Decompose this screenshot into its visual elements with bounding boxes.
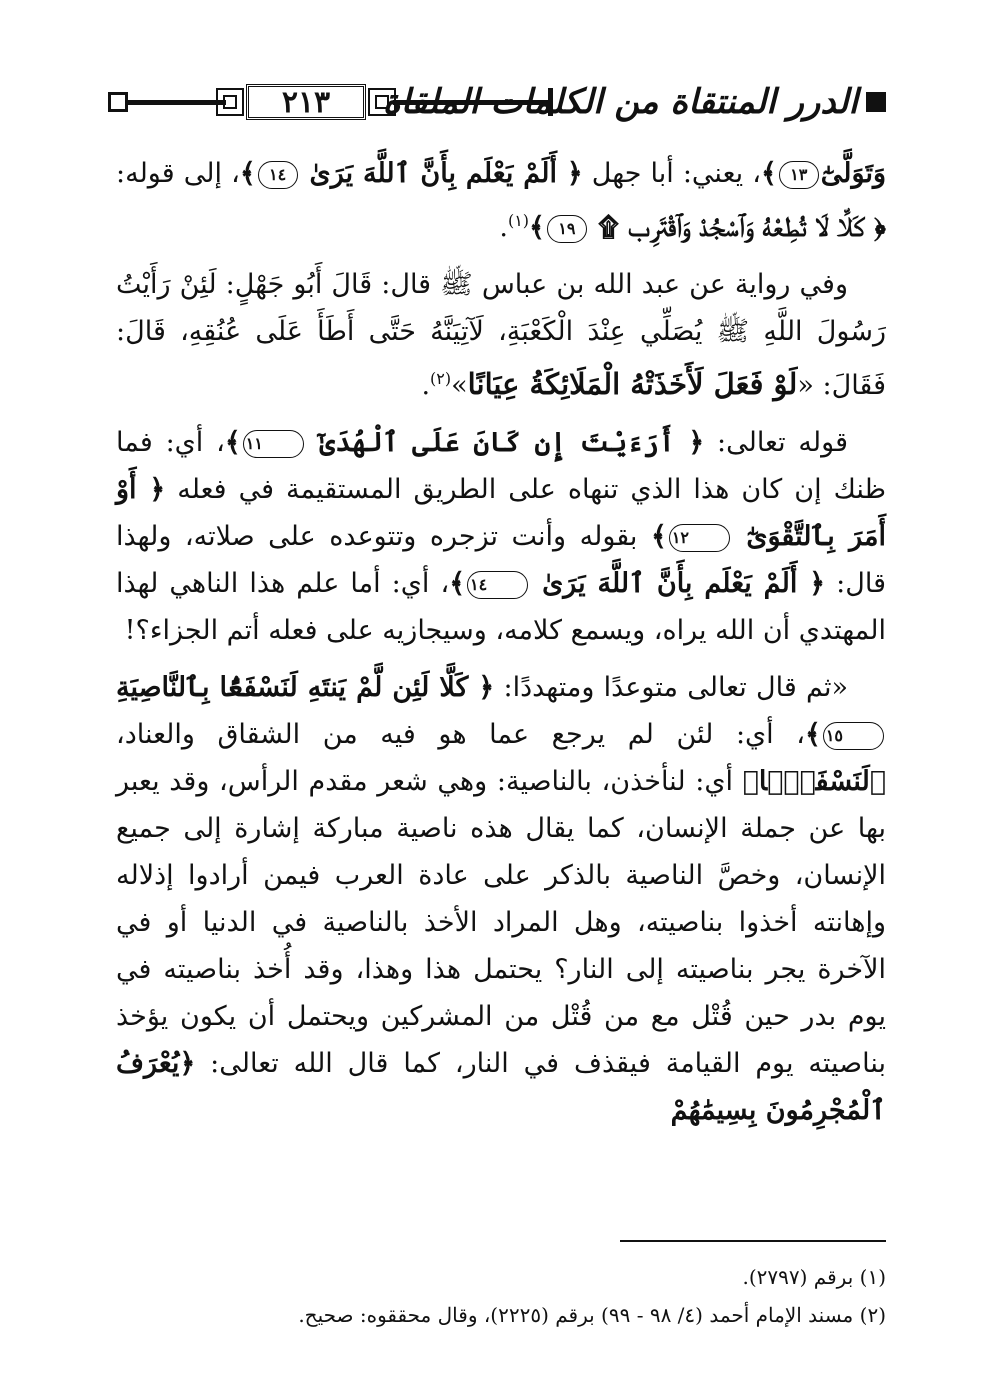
footnote-2-marker: (٢) xyxy=(859,1303,886,1327)
body-text: وفي رواية عن عبد الله بن عباس ﷺ قال: قَالَ أَبُو جَهْلٍ: لَئِنْ رَأَيْتُ رَسُولَ اللَّهِ ﷺ يُصَلِّي عِنْدَ الْكَعْبَةِ، لَآتِيَنَّهُ حَتَّى أَطَأَ عَلَى عُنُقِهِ، قَالَ: فَقَالَ: « xyxy=(116,269,886,401)
quran-text: أَلَمْ يَعْلَم بِأَنَّ ٱللَّهَ يَرَىٰ xyxy=(530,568,810,599)
body-text: بقوله وأنت تزجره وتتوعده على صلاته، ولهذا قال: xyxy=(116,521,886,599)
frame-ornament-left-icon xyxy=(216,88,244,116)
quran-text: كَلَّا لَئِن لَّمْ يَنتَهِ لَنَسْفَعًۢا بِٱلنَّاصِيَةِ xyxy=(116,672,479,703)
footnote-2-text: مسند الإمام أحمد (٤/ ٩٨ - ٩٩) برقم (٢٢٢٥)، وقال محققوه: صحيح. xyxy=(298,1303,860,1327)
book-title: الدرر المنتقاة من الكلمات الملقاة xyxy=(382,82,858,122)
verse-number: ١٥ xyxy=(823,722,884,750)
page-body xyxy=(116,150,886,1144)
hadith-text: لَوْ فَعَلَ لَأَخَذَتْهُ الْمَلَائِكَةُ عِيَانًا xyxy=(467,367,798,401)
quran-bracket: ﴿ xyxy=(179,1048,196,1079)
verse-number: ١٢ xyxy=(669,524,730,552)
quran-text: وَتَوَلَّىٰٓ xyxy=(820,158,886,189)
paragraph-p3 xyxy=(116,419,886,654)
body-text: ، أي: أما علم هذا الناهي لهذا المهتدي أن الله يراه، ويسمع كلامه، وسيجازيه على فعله أتم الجزاء؟! xyxy=(116,568,886,646)
quran-bracket: ﴿ xyxy=(869,766,886,797)
body-text: ، أي: فما ظنك إن كان هذا الذي تنهاه على الطريق المستقيمة في فعله xyxy=(116,427,886,505)
verse-number: ١٣ xyxy=(779,161,819,189)
quran-bracket: ﴾ xyxy=(804,719,821,750)
footnote-ref: (٢) xyxy=(430,369,452,388)
body-text: » xyxy=(451,370,468,401)
quran-text: يُعْرَفُ ٱلْمُجْرِمُونَ بِسِيمَٰهُمْ xyxy=(116,1048,886,1126)
paragraph-p4 xyxy=(116,664,886,1134)
quran-bracket: ﴾ xyxy=(529,212,545,243)
verse-number: ١١ xyxy=(243,430,304,458)
quran-bracket: ﴾ xyxy=(239,158,256,189)
quran-bracket: ﴾ xyxy=(224,427,241,458)
page-number-frame xyxy=(216,80,396,124)
body-text: ، أي: لئن لم يرجع عما هو فيه من الشقاق والعناد، xyxy=(116,719,805,750)
quran-bracket: ﴿ xyxy=(478,672,495,703)
verse-number: ١٩ xyxy=(547,215,587,243)
quran-text: أَرَءَيْتَ إِن كَانَ عَلَى ٱلْهُدَىٰٓ xyxy=(305,427,689,458)
header-square-ornament-left xyxy=(108,92,128,112)
paragraph-p1 xyxy=(116,150,886,251)
verse-number: ١٤ xyxy=(258,161,298,189)
header-square-ornament-right xyxy=(866,92,886,112)
header-rule-left xyxy=(128,100,226,105)
quran-text: لَنَسْفَعًۢا xyxy=(758,766,870,797)
quran-bracket: ﴾ xyxy=(742,766,759,797)
footnote-ref: (١) xyxy=(507,211,530,230)
quran-text: أَوْ أَمَرَ بِٱلتَّقْوَىٰٓ xyxy=(116,474,886,552)
quran-bracket: ﴿ xyxy=(874,212,886,243)
footnote-1-text: برقم (٢٧٩٧). xyxy=(742,1265,860,1289)
quran-bracket: ﴾ xyxy=(760,158,777,189)
quran-bracket: ﴿ xyxy=(809,568,826,599)
quran-bracket: ﴾ xyxy=(650,521,667,552)
body-text: «ثم قال تعالى متوعدًا ومتهددًا: xyxy=(494,672,848,703)
body-text: أي: لنأخذن، بالناصية: وهي شعر مقدم الرأس، وقد يعبر بها عن جملة الإنسان، كما يقال هذه ناصية مباركة إشارة إلى جميع الإنسان، وخصَّ الناصية بالذكر على عادة العرب فيمن أرادوا إذلاله وإهانته أخذوا بناصيته، وهل المراد الأخذ بالناصية في الدنيا أو في الآخرة يجر بناصيته إلى النار؟ يحتمل هذا وهذا، وقد أُخذ بناصيته في يوم بدر حين قُتْل مع من قُتْل من المشركين ويحتمل أن يكون يؤخذ بناصيته يوم القيامة فيقذف في النار، كما قال الله تعالى: xyxy=(116,766,886,1079)
page-number: ٢١٣ xyxy=(246,84,366,120)
paragraph-p2 xyxy=(116,261,886,409)
footnotes xyxy=(116,1258,886,1334)
verse-number: ١٤ xyxy=(467,571,528,599)
quran-bracket: ﴾ xyxy=(449,568,466,599)
body-text: ، إلى قوله: xyxy=(116,158,240,189)
body-text: . xyxy=(421,370,431,401)
quran-bracket: ﴿ xyxy=(149,474,166,505)
quran-bracket: ﴿ xyxy=(566,158,583,189)
body-text: ، يعني: أبا جهل xyxy=(582,158,761,189)
quran-text: كَلَّا لَا تُطِعْهُ وَٱسْجُدْ وَٱقْتَرِب ۩ xyxy=(588,212,875,243)
page-header xyxy=(108,78,886,126)
body-text: قوله تعالى: xyxy=(704,427,848,458)
footnote-1-marker: (١) xyxy=(859,1265,886,1289)
quran-bracket: ﴿ xyxy=(688,427,705,458)
quran-text: أَلَمْ يَعْلَم بِأَنَّ ٱللَّهَ يَرَىٰ xyxy=(299,158,567,189)
footnote-1 xyxy=(116,1258,886,1296)
body-text: . xyxy=(499,212,508,243)
footnote-separator xyxy=(620,1240,886,1242)
footnote-2 xyxy=(116,1296,886,1334)
